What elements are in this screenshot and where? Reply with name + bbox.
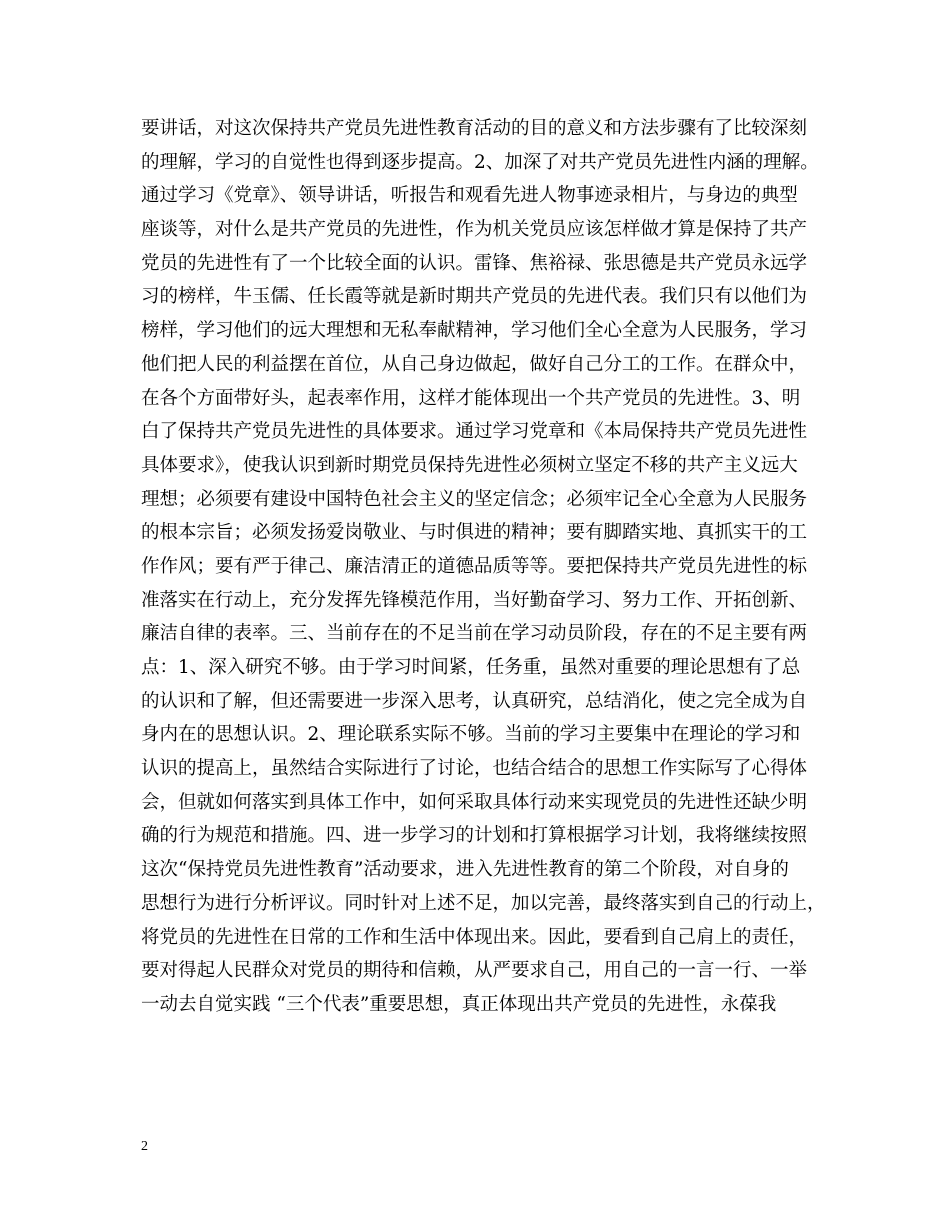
text-line: 这次“保持党员先进性教育”活动要求，进入先进性教育的第二个阶段，对自身的 <box>141 859 789 881</box>
text-line: 他们把人民的利益摆在首位，从自己身边做起，做好自己分工的工作。在群众中， <box>141 353 808 375</box>
text-line: 在各个方面带好头，起表率作用，这样才能体现出一个共产党员的先进性。3、明 <box>141 387 801 409</box>
text-line: 准落实在行动上，充分发挥先锋模范作用，当好勤奋学习、努力工作、开拓创新、 <box>141 589 808 611</box>
text-line: 座谈等，对什么是共产党员的先进性，作为机关党员应该怎样做才算是保持了共产 <box>141 219 808 241</box>
text-line: 的根本宗旨；必须发扬爱岗敬业、与时俱进的精神；要有脚踏实地、真抓实干的工 <box>141 522 808 544</box>
text-line: 一动去自觉实践 “三个代表”重要思想，真正体现出共产党员的先进性，永葆我 <box>141 993 777 1015</box>
text-line: 具体要求》，使我认识到新时期党员保持先进性必须树立坚定不移的共产主义远大 <box>141 454 798 476</box>
page-number: 2 <box>141 1139 148 1154</box>
text-line: 会，但就如何落实到具体工作中，如何采取具体行动来实现党员的先进性还缺少明 <box>141 791 808 813</box>
text-line: 身内在的思想认识。2、理论联系实际不够。当前的学习主要集中在理论的学习和 <box>141 724 801 746</box>
text-line: 的理解，学习的自觉性也得到逐步提高。2、加深了对共产党员先进性内涵的理解。 <box>141 151 819 173</box>
text-line: 点：1、深入研究不够。由于学习时间紧，任务重，虽然对重要的理论思想有了总 <box>141 657 801 678</box>
text-line: 要讲话，对这次保持共产党员先进性教育活动的目的意义和方法步骤有了比较深刻 <box>141 118 808 139</box>
text-line: 要对得起人民群众对党员的期待和信赖，从严要求自己，用自己的一言一行、一举 <box>141 960 808 982</box>
text-line: 的认识和了解，但还需要进一步深入思考，认真研究，总结消化，使之完全成为自 <box>141 690 808 712</box>
text-line: 通过学习《党章》、领导讲话，听报告和观看先进人物事迹录相片，与身边的典型 <box>141 185 798 207</box>
text-line: 确的行为规范和措施。四、进一步学习的计划和打算根据学习计划，我将继续按照 <box>141 825 808 847</box>
text-line: 理想；必须要有建设中国特色社会主义的坚定信念；必须牢记全心全意为人民服务 <box>141 488 808 510</box>
text-line: 思想行为进行分析评议。同时针对上述不足，加以完善，最终落实到自己的行动上， <box>141 892 826 914</box>
text-line: 习的榜样，牛玉儒、任长霞等就是新时期共产党员的先进代表。我们只有以他们为 <box>141 286 808 308</box>
text-line: 廉洁自律的表率。三、当前存在的不足当前在学习动员阶段，存在的不足主要有两 <box>141 623 808 645</box>
text-line: 作作风；要有严于律己、廉洁清正的道德品质等等。要把保持共产党员先进性的标 <box>141 555 808 577</box>
text-line: 将党员的先进性在日常的工作和生活中体现出来。因此，要看到自己肩上的责任， <box>141 926 808 948</box>
text-line: 党员的先进性有了一个比较全面的认识。雷锋、焦裕禄、张思德是共产党员永远学 <box>141 252 808 274</box>
text-line: 榜样，学习他们的远大理想和无私奉献精神，学习他们全心全意为人民服务，学习 <box>141 320 808 342</box>
text-line: 白了保持共产党员先进性的具体要求。通过学习党章和《本局保持共产党员先进性 <box>141 421 808 443</box>
text-line: 认识的提高上，虽然结合实际进行了讨论，也结合结合的思想工作实际写了心得体 <box>141 758 808 780</box>
body-text <box>141 112 831 1022</box>
